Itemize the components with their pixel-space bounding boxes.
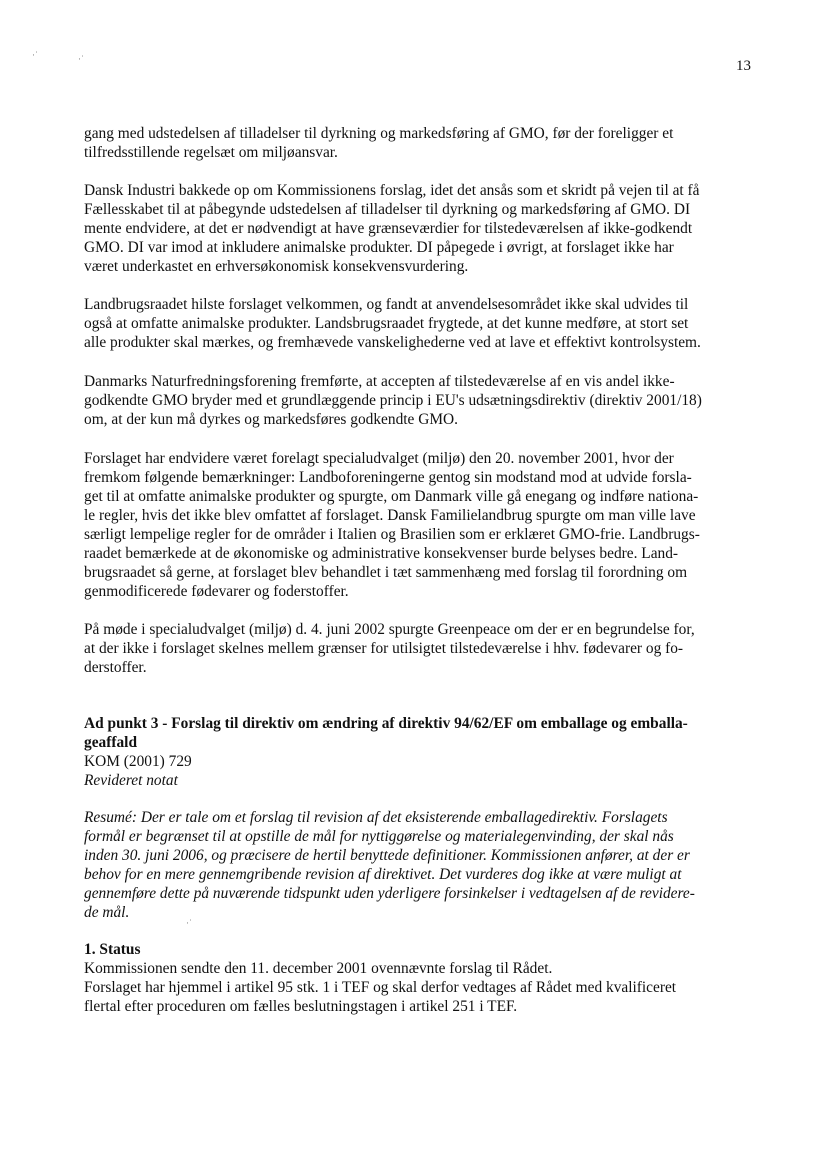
agenda-item-title: Ad punkt 3 - Forslag til direktiv om ændring af direktiv 94/62/EF om emballage og emballa-: [84, 715, 688, 732]
agenda-item-note-status: Revideret notat: [84, 772, 178, 789]
text-line: derstoffer.: [84, 659, 147, 676]
text-line: været underkastet en erhversøkonomisk konsekvensvurdering.: [84, 258, 469, 275]
text-line: raadet bemærkede at de økonomiske og administrative konsekvenser burde belyses bedre. Land-: [84, 545, 679, 562]
agenda-item-title: geaffald: [84, 734, 138, 751]
text-line: Resumé: Der er tale om et forslag til revision af det eksisterende emballagedirektiv. Forslagets: [84, 809, 668, 826]
agenda-item-header: [84, 714, 756, 790]
text-line: Danmarks Naturfredningsforening fremførte, at accepten af tilstedeværelse af en vis andel ikke-: [84, 373, 675, 390]
text-line: På møde i specialudvalget (miljø) d. 4. juni 2002 spurgte Greenpeace om der er en begrundelse for,: [84, 621, 695, 638]
scan-speck: ·˙: [78, 54, 84, 64]
text-line: fremkom følgende bemærkninger: Landboforeningerne gentog sin modstand mod at udvide forsla-: [84, 469, 692, 486]
paragraph-dansk-industri: [84, 181, 756, 276]
text-line: Kommissionen sendte den 11. december 2001 ovennævnte forslag til Rådet.: [84, 960, 553, 977]
status-section: [84, 940, 756, 1016]
text-line: Dansk Industri bakkede op om Kommissionens forslag, idet det ansås som et skridt på vejen til at få: [84, 182, 700, 199]
text-line: tilfredsstillende regelsæt om miljøansvar.: [84, 144, 338, 161]
text-line: brugsraadet så gerne, at forslaget blev behandlet i tæt sammenhæng med forslag til forordning om: [84, 564, 688, 581]
agenda-item-reference: KOM (2001) 729: [84, 753, 192, 770]
text-line: de mål.: [84, 904, 130, 921]
text-line: godkendte GMO bryder med et grundlæggende princip i EU's udsætningsdirektiv (direktiv 2001/18): [84, 392, 702, 409]
text-line: genmodificerede fødevarer og foderstoffer.: [84, 583, 349, 600]
text-line: Forslaget har endvidere været forelagt specialudvalget (miljø) den 20. november 2001, hvor der: [84, 450, 674, 467]
text-line: Forslaget har hjemmel i artikel 95 stk. 1 i TEF og skal derfor vedtages af Rådet med kvalificeret: [84, 979, 677, 996]
text-line: flertal efter proceduren om fælles beslutningstagen i artikel 251 i TEF.: [84, 998, 518, 1015]
text-line: alle produkter skal mærkes, og fremhævede vanskelighederne ved at lave et effektivt kontrolsystem.: [84, 334, 701, 351]
text-line: særligt lempelige regler for de områder i Italien og Brasilien som er erklæret GMO-frie. Landbrugs-: [84, 526, 700, 543]
scan-speck: ·˙: [32, 50, 38, 60]
scan-speck: ·˙: [186, 918, 192, 928]
text-line: mente endvidere, at det er nødvendigt at have grænseværdier for tilstedeværelsen af ikke-godkendt: [84, 220, 693, 237]
page-number: 13: [736, 58, 751, 74]
paragraph-specialudvalget: [84, 449, 756, 601]
text-line: GMO. DI var imod at inkludere animalske produkter. DI påpegede i øvrigt, at forslaget ikke har: [84, 239, 674, 256]
text-line: inden 30. juni 2006, og præcisere de hertil benyttede definitioner. Kommissionen anfører, at der er: [84, 847, 690, 864]
text-line: formål er begrænset til at opstille de mål for nyttiggørelse og materialegenvinding, der skal nås: [84, 828, 674, 845]
text-line: gang med udstedelsen af tilladelser til dyrkning og markedsføring af GMO, før der foreligger et: [84, 125, 674, 142]
text-line: at der ikke i forslaget skelnes mellem grænser for utilsigtet tilstedeværelse i hhv. fødevarer og fo-: [84, 640, 684, 657]
paragraph-greenpeace: [84, 620, 756, 677]
text-line: Fællesskabet til at påbegynde udstedelsen af tilladelser til dyrkning og markedsføring af GMO. DI: [84, 201, 691, 218]
text-line: om, at der kun må dyrkes og markedsføres godkendte GMO.: [84, 411, 458, 428]
text-line: behov for en mere gennemgribende revision af direktivet. Det vurderes dog ikke at være muligt at: [84, 866, 682, 883]
paragraph-gmo-liability: [84, 124, 756, 162]
text-line: le regler, hvis det ikke blev omfattet af forslaget. Dansk Familielandbrug spurgte om man ville lave: [84, 507, 696, 524]
paragraph-naturfredningsforening: [84, 372, 756, 429]
text-line: Landbrugsraadet hilste forslaget velkommen, og fandt at anvendelsesområdet ikke skal udvides til: [84, 296, 689, 313]
text-line: gennemføre dette på nuværende tidspunkt uden yderligere forsinkelser i vedtagelsen af de revidere-: [84, 885, 695, 902]
paragraph-landbrugsraadet: [84, 295, 756, 352]
resume-paragraph: [84, 808, 756, 922]
text-line: get til at omfatte animalske produkter og spurgte, om Danmark ville gå enegang og indføre nationa-: [84, 488, 699, 505]
text-line: også at omfatte animalske produkter. Landsbrugsraadet frygtede, at det kunne medføre, at stort set: [84, 315, 689, 332]
section-heading: 1. Status: [84, 941, 141, 958]
